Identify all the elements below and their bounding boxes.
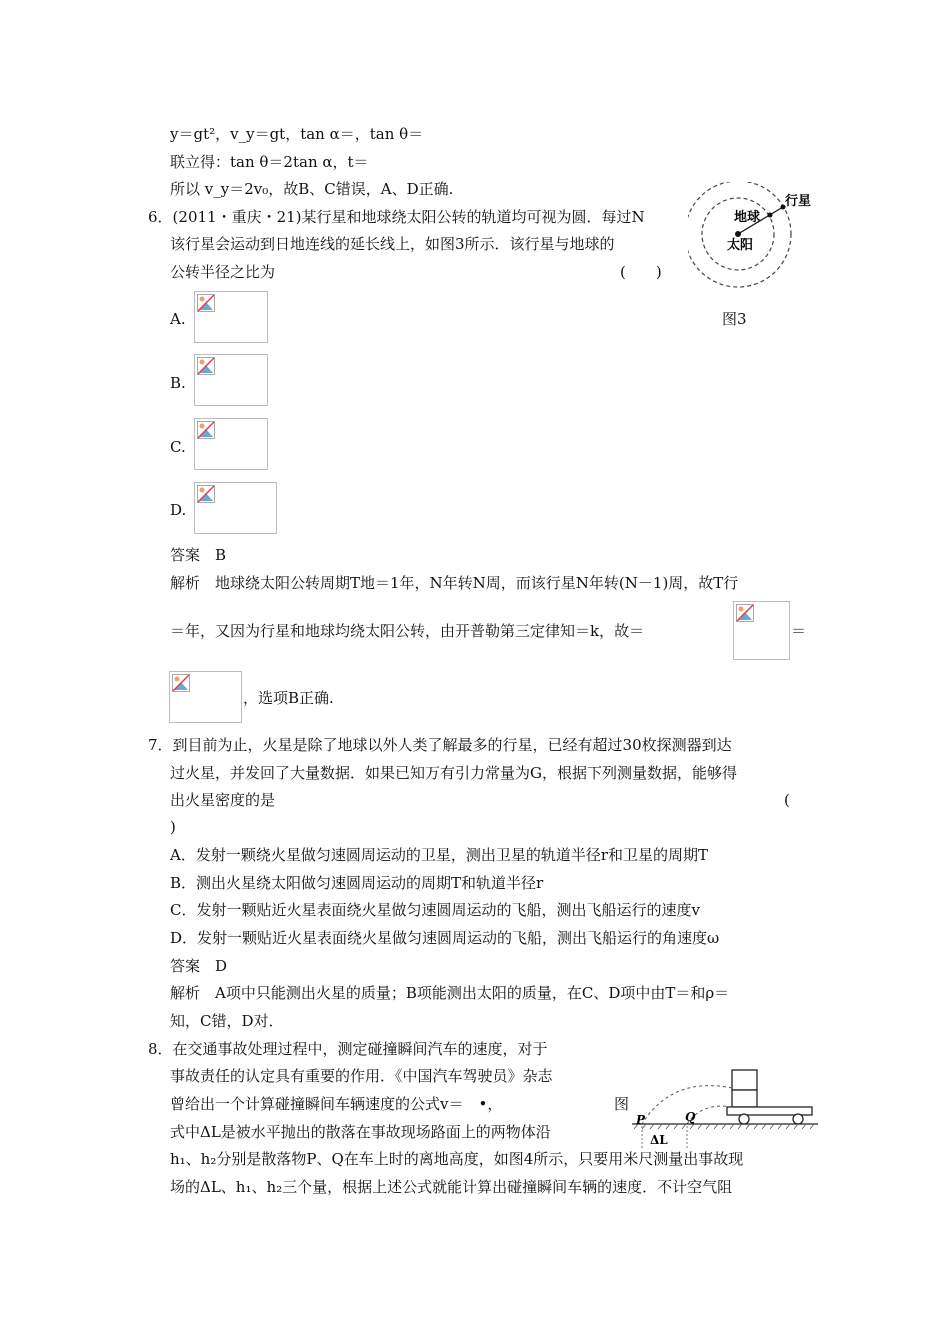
- planet-label: 行星: [785, 194, 812, 209]
- q8-stem-line-3: 曾给出一个计算碰撞瞬间车辆速度的公式v＝ •，: [170, 1095, 503, 1113]
- broken-image-icon: [197, 294, 215, 312]
- delta-l-label: ΔL: [650, 1133, 668, 1147]
- q6-explanation-line-2: ＝年，又因为行星和地球均绕太阳公转，由开普勒第三定律知＝k，故＝: [170, 622, 645, 640]
- option-c-formula-image: [194, 418, 268, 470]
- q7-stem-line-3: 出火星密度的是: [170, 791, 276, 809]
- option-b-formula-image: [194, 354, 268, 406]
- cargo-box-top: [732, 1070, 757, 1090]
- q7-paren-open: (: [784, 791, 790, 809]
- q6-explanation-line-3: ，选项B正确.: [243, 689, 334, 707]
- q7-paren-close: ): [170, 818, 176, 836]
- q7-option-d: D．发射一颗贴近火星表面绕火星做匀速圆周运动的飞船，测出飞船运行的角速度ω: [170, 929, 720, 947]
- q8-stem-line-6: 场的ΔL、h₁、h₂三个量，根据上述公式就能计算出碰撞瞬间车辆的速度．不计空气阻: [170, 1178, 733, 1196]
- q7-explanation-line-1: 解析 A项中只能测出火星的质量；B项能测出太阳的质量，在C、D项中由T＝和ρ＝: [170, 984, 730, 1002]
- option-a-label: A.: [170, 310, 186, 328]
- q6-ratio-formula-image: [733, 601, 790, 660]
- q7-option-a: A．发射一颗绕火星做匀速圆周运动的卫星，测出卫星的轨道半径r和卫星的周期T: [170, 846, 709, 864]
- q8-stem-line-1: 8．在交通事故处理过程中，测定碰撞瞬间汽车的速度，对于: [148, 1040, 548, 1058]
- q7-stem-line-1: 7．到目前为止，火星是除了地球以外人类了解最多的行星，已经有超过30枚探测器到达: [148, 736, 732, 754]
- wheel-front: [739, 1114, 749, 1124]
- q6-stem-line-2: 该行星会运动到日地连线的延长线上，如图3所示．该行星与地球的: [170, 235, 615, 253]
- broken-image-icon: [197, 421, 215, 439]
- solution-line-2: 联立得：tan θ＝2tan α，t＝: [170, 153, 369, 171]
- sun-label: 太阳: [727, 238, 754, 253]
- wheel-rear: [793, 1114, 803, 1124]
- figure-4-car-collision-diagram: [632, 1066, 818, 1150]
- q7-option-b: B．测出火星绕太阳做匀速圆周运动的周期T和轨道半径r: [170, 874, 544, 892]
- q8-stem-line-4: 式中ΔL是被水平抛出的散落在事故现场路面上的两物体沿: [170, 1123, 551, 1141]
- solution-line-3: 所以 v_y＝2v₀，故B、C错误，A、D正确.: [170, 180, 454, 198]
- broken-image-icon: [197, 357, 215, 375]
- figure-3-caption: 图3: [722, 310, 747, 328]
- q6-result-formula-image: [169, 671, 242, 723]
- broken-image-icon: [197, 485, 215, 503]
- q6-stem-line-3: 公转半径之比为: [170, 263, 276, 281]
- point-q-label: Q: [685, 1110, 696, 1124]
- solution-line-1: y＝gt²，v_y＝gt，tan α＝，tan θ＝: [170, 125, 424, 143]
- q6-stem-line-1: 6．(2011・重庆・21)某行星和地球绕太阳公转的轨道均可视为圆．每过N: [148, 208, 645, 226]
- q8-stem-line-5: h₁、h₂分别是散落物P、Q在车上时的离地高度，如图4所示，只要用米尺测量出事故现: [170, 1150, 744, 1168]
- q6-explanation-equals: ＝: [791, 622, 807, 640]
- q8-stem-line-2: 事故责任的认定具有重要的作用．《中国汽车驾驶员》杂志: [170, 1067, 553, 1085]
- point-p-label: P: [636, 1113, 646, 1127]
- cargo-box-bottom: [732, 1090, 757, 1107]
- q7-stem-line-2: 过火星，并发回了大量数据．如果已知万有引力常量为G，根据下列测量数据，能够得: [170, 764, 737, 782]
- q6-answer-paren: ( ): [620, 263, 662, 281]
- q6-answer: 答案 B: [170, 546, 227, 564]
- q8-figure-ref: 图: [614, 1095, 630, 1113]
- earth-label: 地球: [734, 210, 761, 225]
- option-d-label: D.: [170, 501, 187, 519]
- q7-option-c: C．发射一颗贴近火星表面绕火星做匀速圆周运动的飞船，测出飞船运行的速度v: [170, 901, 700, 919]
- option-d-formula-image: [194, 482, 277, 534]
- q6-explanation-line-1: 解析 地球绕太阳公转周期T地＝1年，N年转N周，而该行星N年转(N－1)周，故T行: [170, 574, 739, 592]
- ground-hatching: [634, 1124, 814, 1129]
- broken-image-icon: [172, 674, 190, 692]
- option-b-label: B.: [170, 374, 186, 392]
- option-c-label: C.: [170, 438, 186, 456]
- earth-dot: [768, 213, 773, 218]
- option-a-formula-image: [194, 291, 268, 343]
- q7-explanation-line-2: 知，C错，D对．: [170, 1012, 284, 1030]
- q7-answer: 答案 D: [170, 957, 228, 975]
- figure-3-orbit-diagram: [688, 182, 818, 297]
- broken-image-icon: [736, 604, 754, 622]
